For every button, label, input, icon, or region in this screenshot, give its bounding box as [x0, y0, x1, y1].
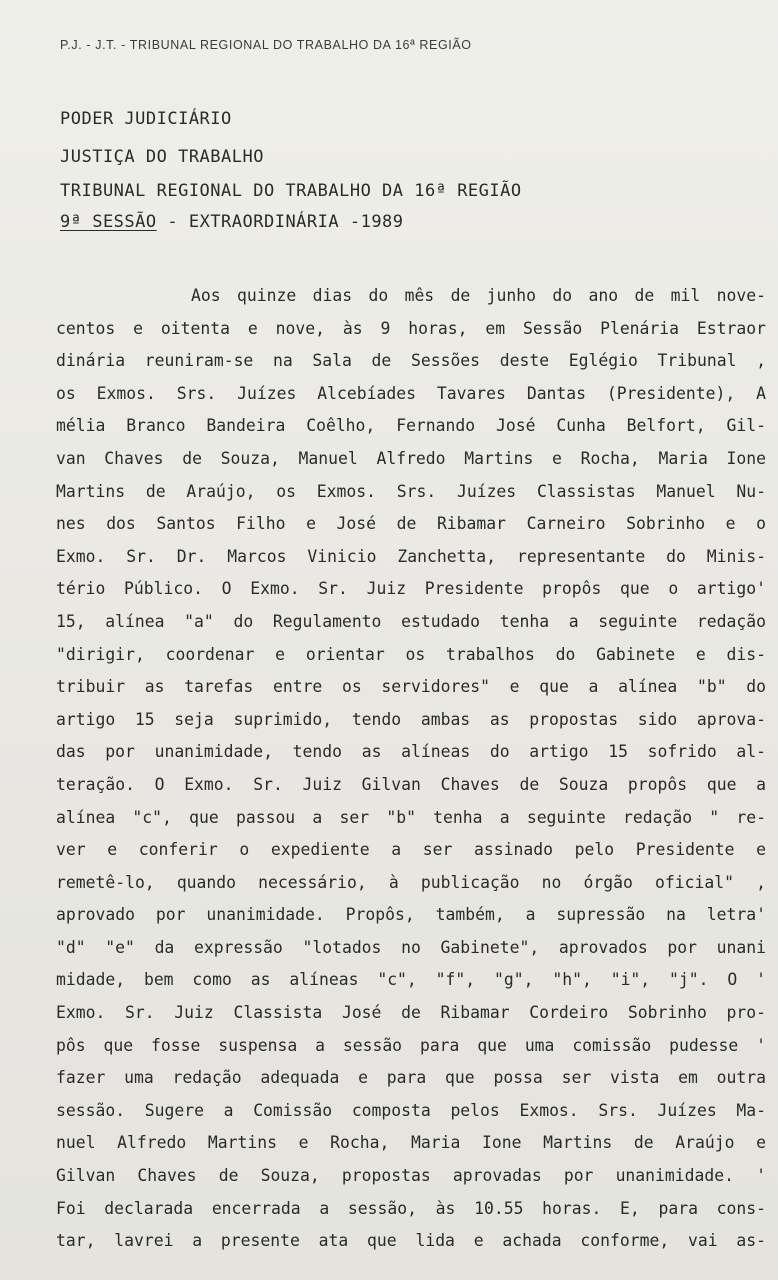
body-line: tério Público. O Exmo. Sr. Juiz Presidente propôs que o artigo' [56, 579, 766, 599]
body-line: nes dos Santos Filho e José de Ribamar Carneiro Sobrinho e o [56, 514, 766, 534]
body-line: Foi declarada encerrada a sessão, às 10.55 horas. E, para cons- [56, 1198, 766, 1218]
session-number: 9ª SESSÃO [60, 212, 157, 232]
body-line: fazer uma redação adequada e para que possa ser vista em outra [56, 1068, 766, 1088]
body-line: "dirigir, coordenar e orientar os trabalhos do Gabinete e dis- [56, 644, 766, 664]
body-line: alínea "c", que passou a ser "b" tenha a seguinte redação " re- [56, 807, 766, 827]
body-line: "d" "e" da expressão "lotados no Gabinete", aprovados por unani [56, 937, 766, 957]
body-line: tribuir as tarefas entre os servidores" e que a alínea "b" do [56, 677, 766, 697]
heading-tribunal-regional: TRIBUNAL REGIONAL DO TRABALHO DA 16ª REGIÃO [60, 181, 522, 201]
body-line: os Exmos. Srs. Juízes Alcebíades Tavares Dantas (Presidente), A [56, 383, 766, 403]
body-line: artigo 15 seja suprimido, tendo ambas as propostas sido aprova- [56, 709, 766, 729]
body-line: pôs que fosse suspensa a sessão para que uma comissão pudesse ' [56, 1035, 766, 1055]
body-line: centos e oitenta e nove, às 9 horas, em Sessão Plenária Estraor [56, 318, 766, 338]
body-line: Martins de Araújo, os Exmos. Srs. Juízes Classistas Manuel Nu- [56, 481, 766, 501]
minutes-body [56, 280, 766, 1258]
body-line: das por unanimidade, tendo as alíneas do artigo 15 sofrido al- [56, 742, 766, 762]
body-line: tar, lavrei a presente ata que lida e achada conforme, vai as- [56, 1231, 766, 1251]
body-line: dinária reuniram-se na Sala de Sessões deste Eglégio Tribunal , [56, 351, 766, 371]
body-line: Exmo. Sr. Dr. Marcos Vinicio Zanchetta, representante do Minis- [56, 546, 766, 566]
body-line: sessão. Sugere a Comissão composta pelos Exmos. Srs. Juízes Ma- [56, 1100, 766, 1120]
body-line: Exmo. Sr. Juiz Classista José de Ribamar Cordeiro Sobrinho pro- [56, 1003, 766, 1023]
heading-session [60, 212, 404, 232]
body-line: nuel Alfredo Martins e Rocha, Maria Ione Martins de Araújo e [56, 1133, 766, 1153]
body-line: Gilvan Chaves de Souza, propostas aprovadas por unanimidade. ' [56, 1166, 766, 1186]
body-line: 15, alínea "a" do Regulamento estudado tenha a seguinte redação [56, 611, 766, 631]
body-line: teração. O Exmo. Sr. Juiz Gilvan Chaves de Souza propôs que a [56, 774, 766, 794]
body-line: ver e conferir o expediente a ser assinado pelo Presidente e [56, 840, 766, 860]
letterhead: P.J. - J.T. - TRIBUNAL REGIONAL DO TRABALHO DA 16ª REGIÃO [60, 38, 472, 52]
body-line: Aos quinze dias do mês de junho do ano de mil nove- [191, 286, 766, 305]
heading-justica-do-trabalho: JUSTIÇA DO TRABALHO [60, 147, 264, 167]
body-line: mélia Branco Bandeira Coêlho, Fernando José Cunha Belfort, Gil- [56, 416, 766, 436]
heading-poder-judiciario: PODER JUDICIÁRIO [60, 109, 232, 129]
body-line: van Chaves de Souza, Manuel Alfredo Martins e Rocha, Maria Ione [56, 448, 766, 468]
body-line: aprovado por unanimidade. Propôs, também, a supressão na letra' [56, 905, 766, 925]
session-type: - EXTRAORDINÁRIA -1989 [156, 212, 404, 232]
body-line: midade, bem como as alíneas "c", "f", "g", "h", "i", "j". O ' [56, 970, 766, 990]
body-line: remetê-lo, quando necessário, à publicação no órgão oficial" , [56, 872, 766, 892]
